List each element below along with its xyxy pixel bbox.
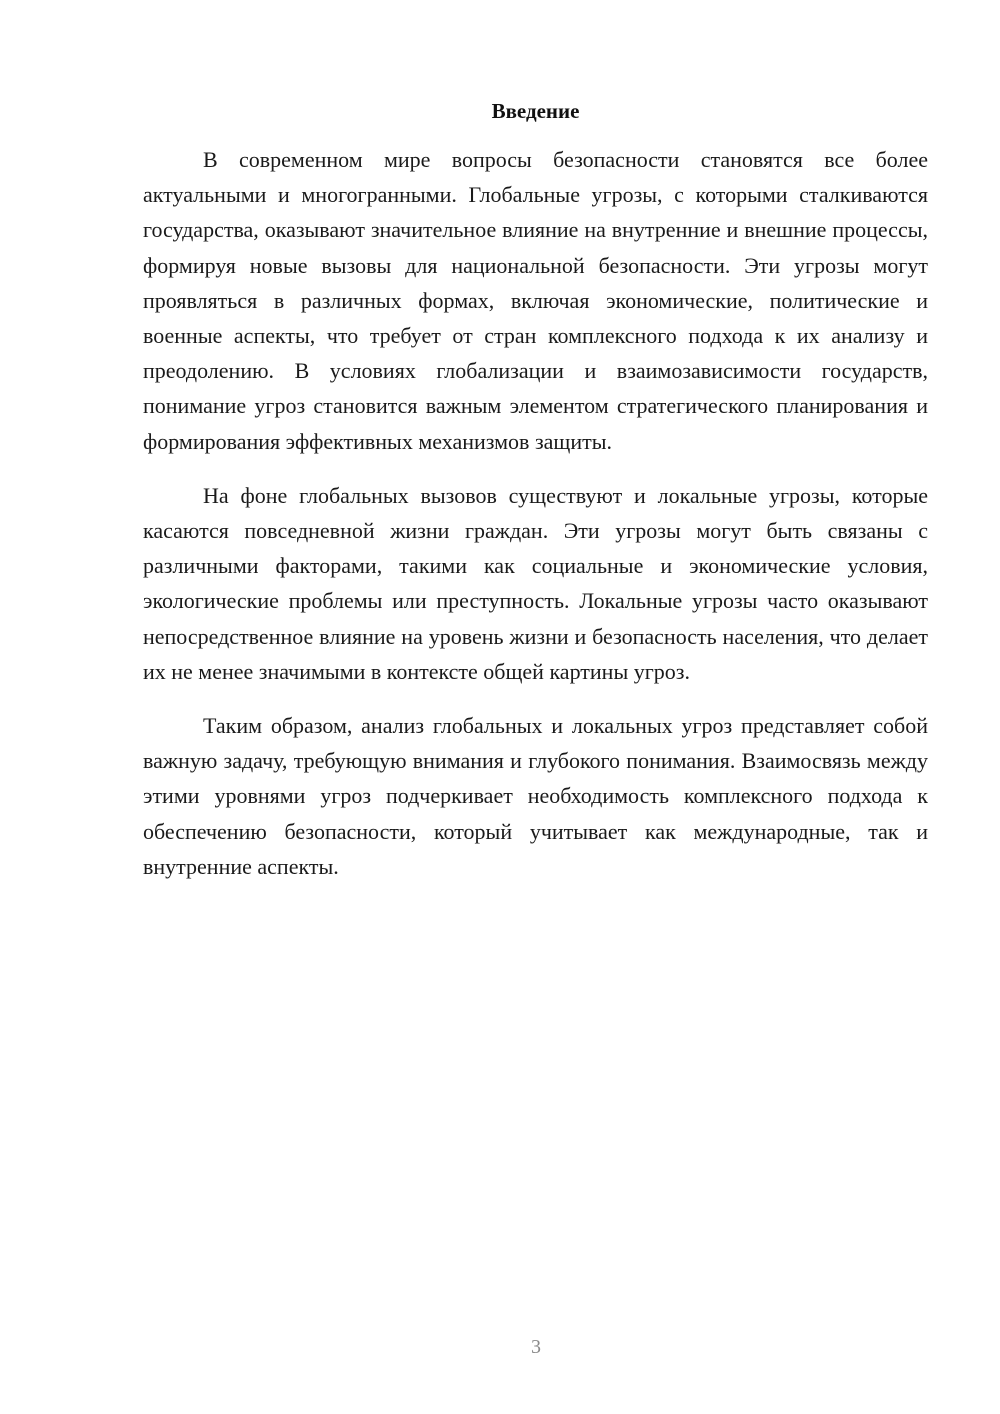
page-number: 3: [531, 1336, 541, 1358]
paragraph-1: В современном мире вопросы безопасности становятся все более актуальными и многогранными. Глобальные угрозы, с которыми сталкиваются государства, оказывают значительное влияние на внутренние и внешние процессы, формируя новые вызовы для национальной безопасности. Эти угрозы могут проявляться в различных формах, включая экономические, политические и военные аспекты, что требует от стран комплексного подхода к их анализу и преодолению. В условиях глобализации и взаимозависимости государств, понимание угроз становится важным элементом стратегического планирования и формирования эффективных механизмов защиты.: [143, 147, 928, 454]
body-text: [143, 142, 928, 903]
paragraph-3: Таким образом, анализ глобальных и локальных угроз представляет собой важную задачу, требующую внимания и глубокого понимания. Взаимосвязь между этими уровнями угроз подчеркивает необходимость комплексного подхода к обеспечению безопасности, который учитывает как международные, так и внутренние аспекты.: [143, 713, 928, 879]
section-heading: Введение: [491, 99, 580, 123]
paragraph-2: На фоне глобальных вызовов существуют и локальные угрозы, которые касаются повседневной жизни граждан. Эти угрозы могут быть связаны с различными факторами, такими как социальные и экономические условия, экологические проблемы или преступность. Локальные угрозы часто оказывают непосредственное влияние на уровень жизни и безопасность населения, что делает их не менее значимыми в контексте общей картины угроз.: [143, 482, 928, 684]
